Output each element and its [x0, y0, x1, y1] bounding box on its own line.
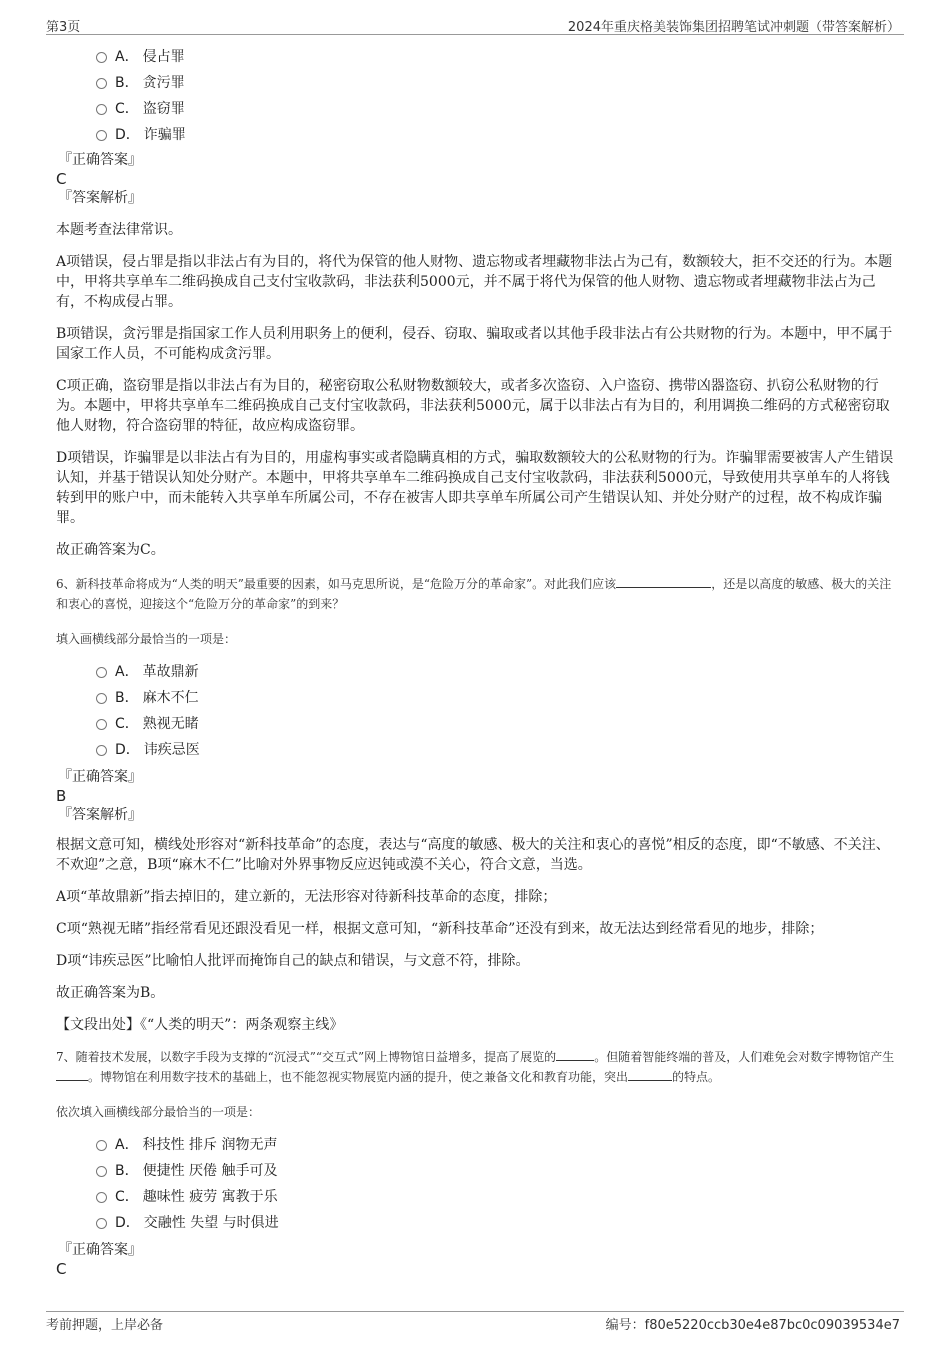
q6-analysis-c: C项“熟视无睹”指经常看见还跟没看见一样，根据文意可知，“新科技革命”还没有到来，故无法达到经常看见的地步，排除； [56, 921, 824, 937]
q5-analysis-b: B项错误，贪污罪是指国家工作人员利用职务上的便利，侵吞、窃取、骗取或者以其他手段非法占有公共财物的行为。本题中，甲不属于国家工作人员，不可能构成贪污罪。 [56, 326, 893, 362]
q6-analysis-label: 『答案解析』 [58, 807, 142, 823]
radio-icon[interactable] [96, 104, 107, 115]
radio-icon[interactable] [96, 78, 107, 89]
q7-blank-1 [556, 1048, 594, 1061]
page-header [46, 14, 904, 35]
q7-answer: C [56, 1260, 67, 1278]
radio-icon[interactable] [96, 52, 107, 63]
q5-analysis-c: C项正确，盗窃罪是指以非法占有为目的，秘密窃取公私财物数额较大，或者多次盗窃、入户盗窃、携带凶器盗窃、扒窃公私财物的行为。本题中，甲将共享单车二维码换成自己支付宝收款码，非法获利5000元，属于以非法占有为目的，利用调换二维码的方式秘密窃取他人财物，符合盗窃罪的特征，故应构成盗窃罪。 [56, 378, 890, 434]
q6-stem: 6、新科技革命将成为“人类的明天”最重要的因素，如马克思所说，是“危险万分的革命家”。对此我们应该 ，还是以高度的敏感、极大的关注和衷心的喜悦，迎接这个“危险万分的革命家”的到来？ [56, 577, 892, 611]
q7-instruction: 依次填入画横线部分最恰当的一项是： [56, 1105, 261, 1119]
q6-analysis-a: A项“革故鼎新”指去掉旧的，建立新的，无法形容对待新科技革命的态度，排除； [56, 889, 557, 905]
footer-serial: 编号：f80e5220ccb30e4e87bc0c09039534e7 [605, 1318, 900, 1333]
q5-option-a[interactable]: A． 侵占罪 [96, 44, 896, 70]
q6-option-a[interactable]: A． 革故鼎新 [96, 659, 896, 685]
radio-icon[interactable] [96, 1218, 107, 1229]
radio-icon[interactable] [96, 667, 107, 678]
q6-source: 【文段出处】《“人类的明天”：两条观察主线》 [56, 1017, 344, 1033]
q7-stem: 7、随着技术发展，以数字手段为支撑的“沉浸式”“交互式”网上博物馆日益增多，提高了展览的 。但随着智能终端的普及，人们难免会对数字博物馆产生。博物馆在利用数字技术的基础上，也不能忽视实物展览内涵的提升，使之兼备文化和教育功能，突出 的特点。 [56, 1050, 895, 1084]
q6-options [96, 659, 896, 763]
radio-icon[interactable] [96, 1192, 107, 1203]
q5-analysis-a: A项错误，侵占罪是指以非法占有为目的，将代为保管的他人财物、遗忘物或者埋藏物非法占为己有，数额较大，拒不交还的行为。本题中，甲将共享单车二维码换成自己支付宝收款码，非法获利5000元，并不属于将代为保管的他人财物、遗忘物或者埋藏物非法占为己有，不构成侵占罪。 [56, 254, 893, 310]
q6-option-b[interactable]: B． 麻木不仁 [96, 685, 896, 711]
radio-icon[interactable] [96, 719, 107, 730]
q5-option-b[interactable]: B． 贪污罪 [96, 70, 896, 96]
q6-blank [616, 575, 711, 588]
q5-option-d[interactable]: D． 诈骗罪 [96, 122, 896, 148]
q5-analysis-label: 『答案解析』 [58, 190, 142, 206]
q5-conclusion: 故正确答案为C。 [56, 542, 165, 558]
radio-icon[interactable] [96, 745, 107, 756]
q7-option-d[interactable]: D． 交融性 失望 与时俱进 [96, 1210, 896, 1236]
q5-option-c[interactable]: C． 盗窃罪 [96, 96, 896, 122]
radio-icon[interactable] [96, 1166, 107, 1177]
q7-option-b[interactable]: B． 便捷性 厌倦 触手可及 [96, 1158, 896, 1184]
radio-icon[interactable] [96, 693, 107, 704]
q7-options [96, 1132, 896, 1236]
q6-conclusion: 故正确答案为B。 [56, 985, 165, 1001]
radio-icon[interactable] [96, 1140, 107, 1151]
q5-answer: C [56, 170, 67, 188]
page-number: 第3页 [46, 20, 81, 35]
q6-answer-label: 『正确答案』 [58, 769, 142, 785]
q5-analysis-d: D项错误，诈骗罪是以非法占有为目的，用虚构事实或者隐瞒真相的方式，骗取数额较大的公私财物的行为。诈骗罪需要被害人产生错误认知，并基于错误认知处分财产。本题中，甲将共享单车二维码换成自己支付宝收款码，非法获利5000元，导致使用共享单车的人将钱转到甲的账户中，而未能转入共享单车所属公司，不存在被害人即共享单车所属公司产生错误认知、并处分财产的过程，故不构成诈骗罪。 [56, 450, 894, 526]
q7-answer-label: 『正确答案』 [58, 1242, 142, 1258]
q6-option-c[interactable]: C． 熟视无睹 [96, 711, 896, 737]
footer-slogan: 考前押题，上岸必备 [46, 1318, 164, 1333]
radio-icon[interactable] [96, 130, 107, 141]
q6-option-d[interactable]: D． 讳疾忌医 [96, 737, 896, 763]
q6-answer: B [56, 787, 67, 805]
q6-analysis-main: 根据文意可知，横线处形容对“新科技革命”的态度，表达与“高度的敏感、极大的关注和衷心的喜悦”相反的态度，即“不敏感、不关注、不欢迎”之意，B项“麻木不仁”比喻对外界事物反应迟钝或漠不关心，符合文意，当选。 [56, 837, 890, 873]
q5-answer-label: 『正确答案』 [58, 152, 142, 168]
q6-instruction: 填入画横线部分最恰当的一项是： [56, 632, 237, 646]
page-content [56, 44, 896, 1278]
q7-blank-3 [628, 1068, 672, 1081]
q7-option-a[interactable]: A． 科技性 排斥 润物无声 [96, 1132, 896, 1158]
page-footer [46, 1311, 904, 1336]
q5-analysis-intro: 本题考查法律常识。 [56, 222, 182, 238]
q6-analysis-d: D项“讳疾忌医”比喻怕人批评而掩饰自己的缺点和错误，与文意不符，排除。 [56, 953, 530, 969]
q7-option-c[interactable]: C． 趣味性 疲劳 寓教于乐 [96, 1184, 896, 1210]
document-title: 2024年重庆格美装饰集团招聘笔试冲刺题（带答案解析） [567, 20, 900, 35]
q7-blank-2 [56, 1068, 88, 1081]
q5-options [96, 44, 896, 148]
